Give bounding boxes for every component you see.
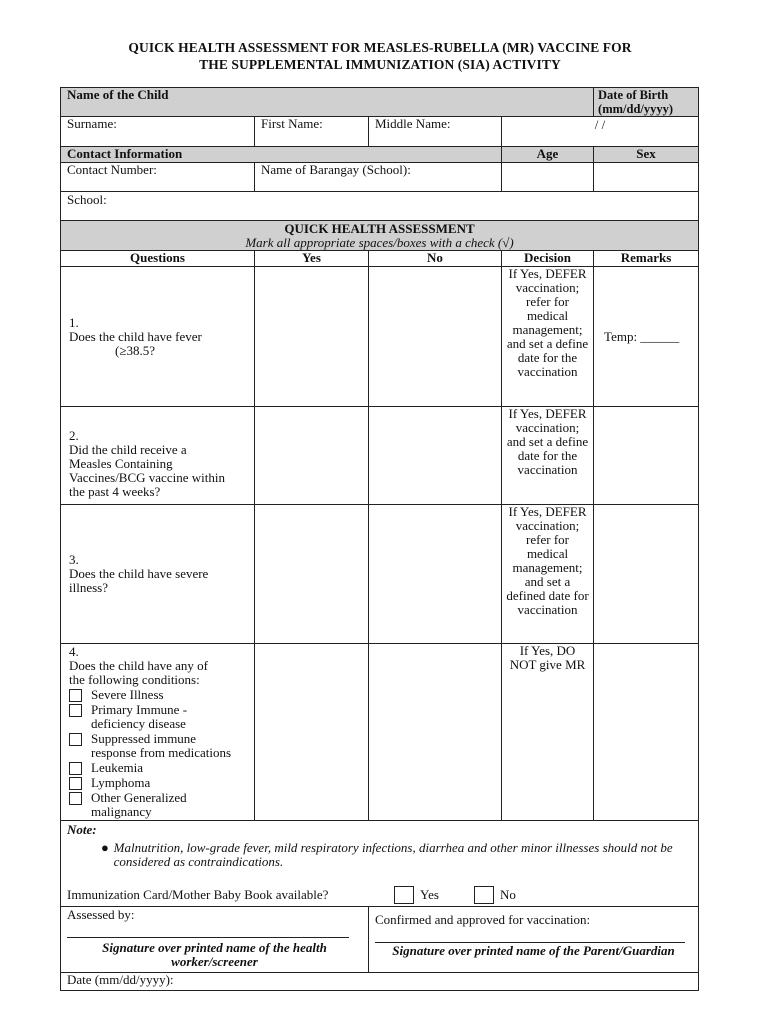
- condition-checkbox[interactable]: [69, 733, 82, 746]
- question-row-3: [61, 505, 699, 644]
- surname-field[interactable]: Surname:: [61, 117, 255, 147]
- q4-yes-cell[interactable]: [255, 644, 369, 821]
- assessor-signature-caption: Signature over printed name of the health worker/screener: [102, 940, 327, 969]
- q1-decision: If Yes, DEFER vaccination; refer for medical management; and set a define date for the vaccination: [502, 267, 594, 407]
- question-1: [61, 267, 255, 407]
- contact-header: Contact Information: [61, 147, 502, 163]
- note-text: Malnutrition, low-grade fever, mild respiratory infections, diarrhea and other minor illnesses should not be considered as contraindications.: [113, 840, 673, 869]
- q2-remarks[interactable]: [594, 407, 699, 505]
- question-row-4: [61, 644, 699, 821]
- condition-label: Primary Immune - deficiency disease: [91, 702, 188, 731]
- immunization-card-line: [67, 886, 692, 904]
- col-yes: Yes: [255, 251, 369, 267]
- condition-checkbox[interactable]: [69, 689, 82, 702]
- condition-label: Other Generalized malignancy: [91, 790, 187, 819]
- condition-label: Leukemia: [91, 760, 143, 775]
- q4-remarks[interactable]: [594, 644, 699, 821]
- note-section: [61, 821, 699, 907]
- condition-label: Suppressed immune response from medications: [91, 731, 232, 760]
- qa-instruction: Mark all appropriate spaces/boxes with a check (√): [245, 235, 514, 250]
- q3-remarks[interactable]: [594, 505, 699, 644]
- q3-yes-cell[interactable]: [255, 505, 369, 644]
- age-field[interactable]: [502, 163, 594, 192]
- form-title-line-2: THE SUPPLEMENTAL IMMUNIZATION (SIA) ACTIVITY: [199, 57, 561, 72]
- school-field[interactable]: School:: [61, 192, 699, 221]
- question-2-text: Did the child receive a Measles Containing Vaccines/BCG vaccine within the past 4 weeks?: [69, 442, 225, 499]
- condition-item[interactable]: [69, 732, 248, 760]
- assessed-by-section: [61, 907, 369, 973]
- q4-decision: If Yes, DO NOT give MR: [502, 644, 594, 821]
- condition-item[interactable]: [69, 776, 248, 790]
- barangay-field[interactable]: Name of Barangay (School):: [255, 163, 502, 192]
- question-1-text: [69, 330, 227, 358]
- q2-yes-cell[interactable]: [255, 407, 369, 505]
- condition-checkbox[interactable]: [69, 792, 82, 805]
- col-no: No: [369, 251, 502, 267]
- card-no-checkbox[interactable]: [474, 886, 494, 904]
- condition-item[interactable]: [69, 703, 248, 731]
- q1-no-cell[interactable]: [369, 267, 502, 407]
- dob-header: Date of Birth (mm/dd/yyyy): [594, 88, 699, 117]
- condition-label: Lymphoma: [91, 775, 151, 790]
- condition-checkbox[interactable]: [69, 704, 82, 717]
- question-1-line-2: (≥38.5?: [115, 342, 155, 358]
- question-1-line-1: Does the child have fever: [69, 328, 202, 344]
- date-field[interactable]: Date (mm/dd/yyyy):: [61, 973, 699, 991]
- question-row-2: [61, 407, 699, 505]
- question-1-number: 1.: [69, 314, 79, 330]
- question-2-number: 2.: [69, 428, 79, 443]
- condition-checkbox[interactable]: [69, 777, 82, 790]
- q2-no-cell[interactable]: [369, 407, 502, 505]
- qa-header: [61, 221, 699, 251]
- question-2: [61, 407, 255, 505]
- q4-no-cell[interactable]: [369, 644, 502, 821]
- first-name-field[interactable]: First Name:: [255, 117, 369, 147]
- q2-decision: If Yes, DEFER vaccination; and set a define date for the vaccination: [502, 407, 594, 505]
- sex-header: Sex: [594, 147, 699, 163]
- note-bullet: [101, 841, 692, 869]
- q1-yes-cell[interactable]: [255, 267, 369, 407]
- condition-checkbox[interactable]: [69, 762, 82, 775]
- immunization-card-question: Immunization Card/Mother Baby Book available?: [67, 887, 329, 902]
- confirmed-label: Confirmed and approved for vaccination:: [375, 912, 591, 927]
- child-name-header: Name of the Child: [61, 88, 594, 117]
- form-title: [60, 39, 700, 73]
- q1-remarks[interactable]: Temp: ______: [594, 267, 699, 407]
- assessment-form: [60, 87, 698, 991]
- condition-item[interactable]: [69, 761, 248, 775]
- col-remarks: Remarks: [594, 251, 699, 267]
- conditions-list: [69, 688, 248, 819]
- col-decision: Decision: [502, 251, 594, 267]
- form-title-line-1: QUICK HEALTH ASSESSMENT FOR MEASLES-RUBELLA (MR) VACCINE FOR: [128, 40, 632, 55]
- condition-item[interactable]: [69, 791, 248, 819]
- question-3: [61, 505, 255, 644]
- bullet-icon: ●: [101, 840, 109, 855]
- question-3-text: Does the child have severe illness?: [69, 566, 209, 595]
- q3-no-cell[interactable]: [369, 505, 502, 644]
- question-3-number: 3.: [69, 552, 79, 567]
- contact-number-field[interactable]: Contact Number:: [61, 163, 255, 192]
- q3-decision: If Yes, DEFER vaccination; refer for medical management; and set a defined date for vaccination: [502, 505, 594, 644]
- sex-field[interactable]: [594, 163, 699, 192]
- form-table: [60, 87, 699, 991]
- question-row-1: [61, 267, 699, 407]
- parent-signature-caption: Signature over printed name of the Parent/Guardian: [392, 943, 675, 958]
- middle-name-field[interactable]: Middle Name:: [369, 117, 502, 147]
- col-questions: Questions: [61, 251, 255, 267]
- assessed-by-label: Assessed by:: [67, 907, 135, 922]
- confirmed-section: [369, 907, 699, 973]
- card-yes-checkbox[interactable]: [394, 886, 414, 904]
- qa-title: QUICK HEALTH ASSESSMENT: [284, 221, 475, 236]
- question-4-text: Does the child have any of the following conditions:: [69, 658, 208, 687]
- dob-field[interactable]: / /: [502, 117, 699, 147]
- card-no-label: No: [500, 887, 516, 902]
- question-4-number: 4.: [69, 644, 79, 659]
- card-yes-label: Yes: [420, 887, 439, 902]
- condition-item[interactable]: [69, 688, 248, 702]
- condition-label: Severe Illness: [91, 687, 164, 702]
- question-4: [61, 644, 255, 821]
- note-label: Note:: [67, 822, 97, 837]
- age-header: Age: [502, 147, 594, 163]
